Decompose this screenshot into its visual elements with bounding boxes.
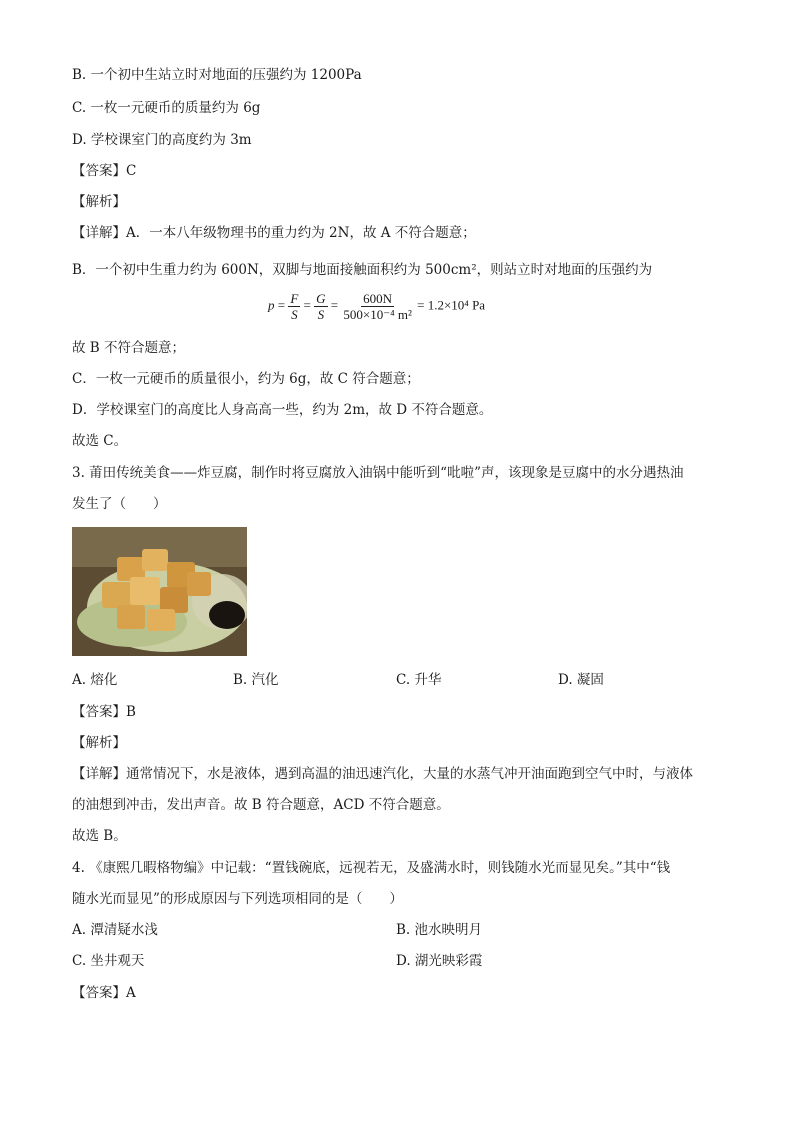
answer-label: 【答案】A [72,985,136,1001]
formula-eq: = [303,297,311,313]
line-11: 故选 C。 [72,433,128,449]
question-3: 3. 莆田传统美食——炸豆腐，制作时将豆腐放入油锅中能听到“吡啦”声，该现象是豆腐中的水分遇热油 [72,465,684,481]
line-3: D. 学校课室门的高度约为 3m [72,132,252,148]
line-9: C．一枚一元硬币的质量很小，约为 6g，故 C 符合题意； [72,371,420,387]
option-d: D. 凝固 [558,672,604,688]
fraction-f-s [288,291,300,322]
option-a: A. 熔化 [72,672,118,688]
option-d: D. 湖光映彩霞 [396,953,483,969]
line-8: 故 B 不符合题意； [72,340,186,356]
question-3-cont: 发生了（ ） [72,496,167,512]
question-4: 4. 《康熙几暇格物编》中记载：“置钱碗底，远视若无，及盛满水时，则钱随水光而显见矣。”其中“钱 [72,860,671,876]
detail-line: B．一个初中生重力约为 600N，双脚与地面接触面积约为 500cm²，则站立时对地面的压强约为 [72,262,653,278]
question-4-cont: 随水光而显见”的形成原因与下列选项相同的是（ ） [72,891,403,907]
fried-tofu-illustration [72,527,247,656]
fraction-values [341,291,414,322]
analysis-label: 【解析】 [72,194,126,210]
formula-result: = 1.2×10⁴ Pa [417,297,486,313]
line-1: B. 一个初中生站立时对地面的压强约为 1200Pa [72,67,362,83]
denominator: S [291,307,298,322]
option-c: C. 坐井观天 [72,953,145,969]
fried-tofu-photo [72,527,247,656]
option-b: B. 池水映明月 [396,922,483,938]
denominator: 500×10⁻⁴ m² [343,307,412,322]
numerator: 600N [363,291,393,306]
formula-p: p [268,297,275,313]
line-10: D．学校课室门的高度比人身高高一些，约为 2m，故 D 不符合题意。 [72,402,493,418]
pressure-formula [268,291,568,331]
detail-line: 【详解】通常情况下，水是液体，遇到高温的油迅速汽化，大量的水蒸气冲开油面跑到空气中时，与液体 [72,766,693,782]
numerator: G [316,291,326,306]
formula-eq: = [277,297,286,313]
denominator: S [317,307,325,322]
formula-eq: = [330,297,339,313]
analysis-label: 【解析】 [72,735,126,751]
answer-label: 【答案】C [72,163,137,179]
option-b: B. 汽化 [233,672,279,688]
fraction-g-s [314,291,327,322]
answer-label: 【答案】B [72,704,136,720]
option-a: A. 潭清疑水浅 [72,922,158,938]
numerator: F [290,291,299,306]
line-2: C. 一枚一元硬币的质量约为 6g [72,100,261,116]
detail-line: 的油想到冲击，发出声音。故 B 符合题意，ACD 不符合题意。 [72,797,450,813]
detail-line: 【详解】A．一本八年级物理书的重力约为 2N，故 A 不符合题意； [72,225,476,241]
option-c: C. 升华 [396,672,442,688]
conclusion-line: 故选 B。 [72,828,127,844]
